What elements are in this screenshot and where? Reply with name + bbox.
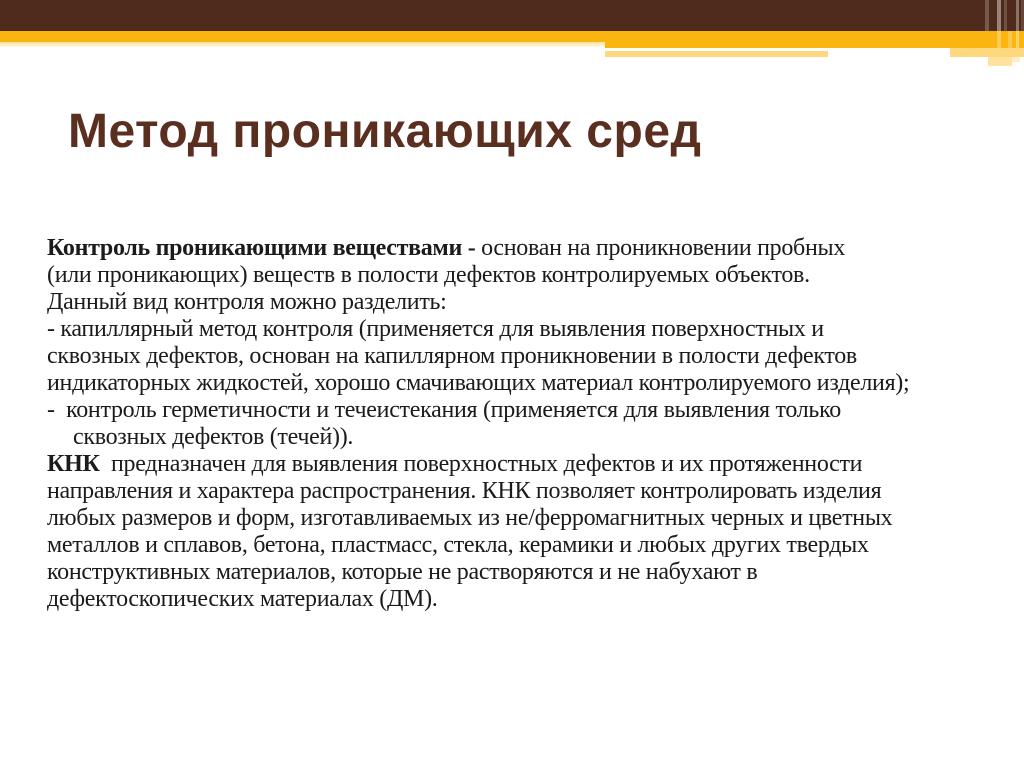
header-brown-stripe (985, 0, 989, 31)
body-line-text: любых размеров и форм, изготавливаемых из не/ферромагнитных черных и цветных (47, 505, 893, 531)
header-pale-band-left (605, 51, 828, 57)
body-line (47, 235, 1007, 262)
header-brown-stripe (997, 0, 1001, 31)
body-line (47, 370, 1007, 397)
header-bar-amber (0, 31, 1024, 42)
body-line (47, 505, 1007, 532)
body-line-text: сквозных дефектов, основан на капиллярном проникновении в полости дефектов (47, 343, 857, 369)
body-line-text: основан на проникновении пробных (475, 235, 846, 261)
body-line-text: направления и характера распространения. КНК позволяет контролировать изделия (47, 478, 882, 504)
body-line-text: - контроль герметичности и течеистекания (применяется для выявления только (47, 397, 841, 423)
body-line-bold-text: КНК (47, 451, 100, 477)
body-line (47, 424, 1007, 451)
body-line-text: Данный вид контроля можно разделить: (47, 289, 447, 315)
header-amber-stripe (1008, 31, 1012, 48)
header-brown-stripe (1004, 0, 1007, 31)
body-line (47, 532, 1007, 559)
header-pale-band-right (950, 48, 1024, 57)
body-line (47, 397, 1007, 424)
body-line (47, 316, 1007, 343)
body-line-bold-text: Контроль проникающими веществами - (47, 235, 476, 261)
body-line-text: (или проникающих) веществ в полости дефектов контролируемых объектов. (47, 262, 810, 288)
body-line (47, 343, 1007, 370)
body-line (47, 451, 1007, 478)
body-line-text: конструктивных материалов, которые не растворяются и не набухают в (47, 559, 758, 585)
slide-title: Метод проникающих сред (68, 105, 702, 158)
body-line (47, 478, 1007, 505)
header-amber-stripe (1016, 31, 1019, 48)
header-bar-brown (0, 0, 1024, 31)
body-text (47, 235, 1007, 613)
body-line (47, 289, 1007, 316)
body-line-text: дефектоскопических материалах (ДМ). (47, 586, 438, 612)
body-line-text: металлов и сплавов, бетона, пластмасс, стекла, керамики и любых других твердых (47, 532, 869, 558)
body-line (47, 262, 1007, 289)
body-line-text: предназначен для выявления поверхностных дефектов и их протяженности (99, 451, 863, 477)
header-fade-strip (0, 42, 605, 48)
body-line-text: индикаторных жидкостей, хорошо смачивающих материал контролируемого изделия); (47, 370, 910, 396)
header-amber-stripe (997, 31, 1001, 48)
body-line (47, 559, 1007, 586)
body-line (47, 586, 1007, 613)
body-line-text: - капиллярный метод контроля (применяется для выявления поверхностных и (47, 316, 824, 342)
header-pale-tail (988, 57, 1012, 66)
header-pale-tail (1012, 57, 1020, 62)
body-line-text: сквозных дефектов (течей)). (73, 424, 354, 450)
header-brown-stripe (1016, 0, 1019, 31)
